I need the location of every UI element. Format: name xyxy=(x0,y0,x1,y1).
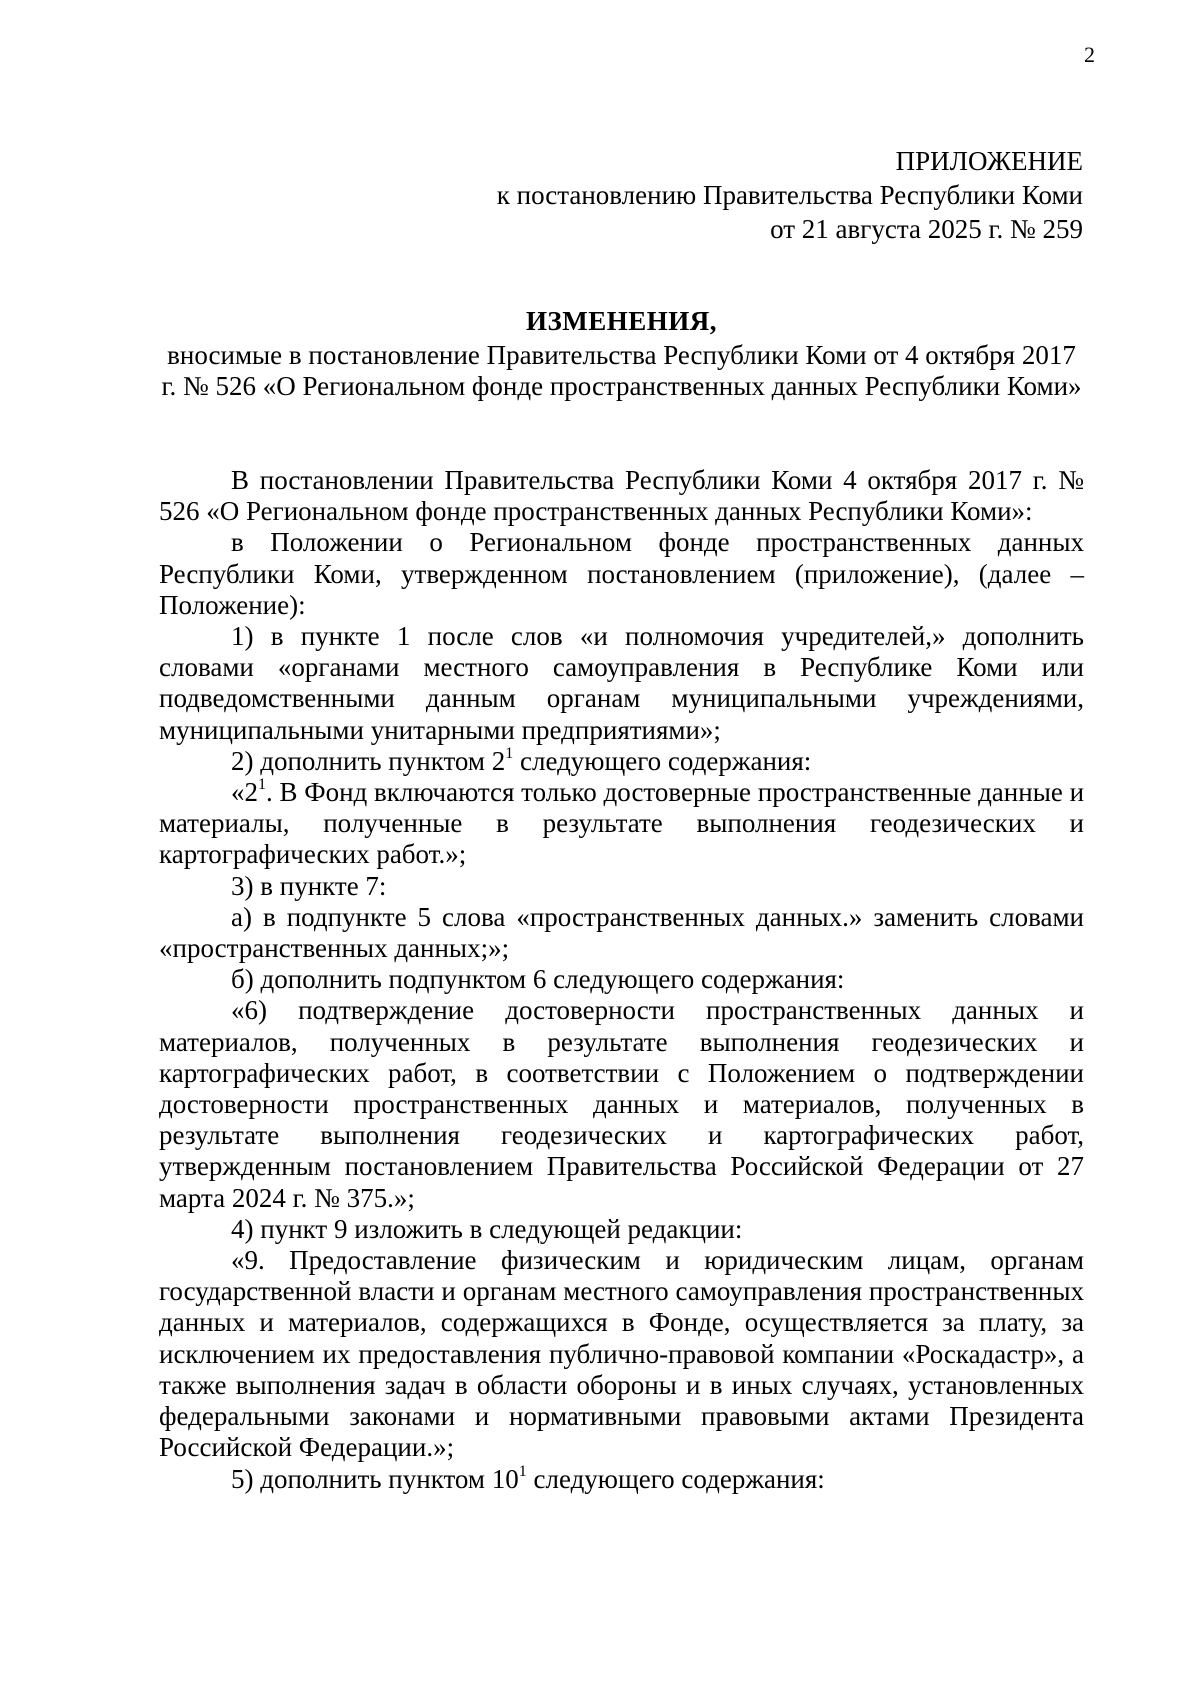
paragraph-item-3: 3) в пункте 7: xyxy=(231,870,387,901)
item-2-superscript: 1 xyxy=(505,744,514,762)
paragraph-point-9: «9. Предоставление физическим и юридическим лицам, органам государственной власти и органам местного самоуправления пространственных данных и материалов, содержащихся в Фонде, осуществляется за плату, за исключением их предоставления публично-правовой компании «Роскадастр», а также выполнения задач в области обороны и в иных случаях, установленных федеральными законами и нормативными правовыми актами Президента Российской Федерации.»; xyxy=(159,1245,1084,1463)
point-2-1-start: «2 xyxy=(231,777,258,808)
item-5-superscript: 1 xyxy=(518,1462,527,1480)
item-2-text-end: следующего содержания: xyxy=(513,745,812,776)
paragraph-subitem-a: а) в подпункте 5 слова «пространственных данных.» заменить словами «пространственных данных;»; xyxy=(159,901,1084,964)
paragraph-item-5 xyxy=(159,1464,1084,1495)
point-2-1-superscript: 1 xyxy=(258,776,266,794)
paragraph-item-2 xyxy=(159,746,1084,777)
appendix-reference: к постановлению Правительства Республики Коми xyxy=(496,180,1083,210)
heading-subtitle: вносимые в постановление Правительства Республики Коми от 4 октября 2017 г. № 526 «О Региональном фонде пространственных данных Республики Коми» xyxy=(161,340,1082,401)
paragraph-item-1: 1) в пункте 1 после слов «и полномочия учредителей,» дополнить словами «органами местного самоуправления в Республике Коми или подведомственными данным органам муниципальными учреждениями, муниципальными унитарными предприятиями»; xyxy=(159,621,1084,745)
item-2-text: 2) дополнить пунктом 2 xyxy=(231,745,506,776)
paragraph-regulation: в Положении о Региональном фонде пространственных данных Республики Коми, утвержденном постановлением (приложение), (далее – Положение): xyxy=(159,527,1084,620)
heading-title: ИЗМЕНЕНИЯ, xyxy=(525,306,717,336)
paragraph-item-4: 4) пункт 9 изложить в следующей редакции: xyxy=(231,1213,743,1244)
item-5-text-end: следующего содержания: xyxy=(526,1463,825,1494)
page-number: 2 xyxy=(1084,42,1095,67)
document-heading xyxy=(160,306,1083,402)
appendix-block xyxy=(497,144,1083,246)
document-body xyxy=(159,465,1084,1495)
item-5-text: 5) дополнить пунктом 10 xyxy=(231,1463,519,1494)
paragraph-subpoint-6: «6) подтверждение достоверности пространственных данных и материалов, полученных в результате выполнения геодезических и картографических работ, в соответствии с Положением о подтверждении достоверности пространственных данных и материалов, полученных в результате выполнения геодезических и картографических работ, утвержденным постановлением Правительства Российской Федерации от 27 марта 2024 г. № 375.»; xyxy=(159,995,1084,1213)
paragraph-subitem-b: б) дополнить подпунктом 6 следующего содержания: xyxy=(231,964,845,995)
appendix-date: от 21 августа 2025 г. № 259 xyxy=(770,214,1083,244)
paragraph-point-2-1 xyxy=(159,777,1084,871)
appendix-title: ПРИЛОЖЕНИЕ xyxy=(895,146,1083,176)
point-2-1-text: . В Фонд включаются только достоверные пространственные данные и материалы, полученные в результате выполнения геодезических и картографических работ.»; xyxy=(159,777,1085,870)
paragraph-intro: В постановлении Правительства Республики Коми 4 октября 2017 г. № 526 «О Региональном фонде пространственных данных Республики Коми»: xyxy=(159,465,1084,527)
